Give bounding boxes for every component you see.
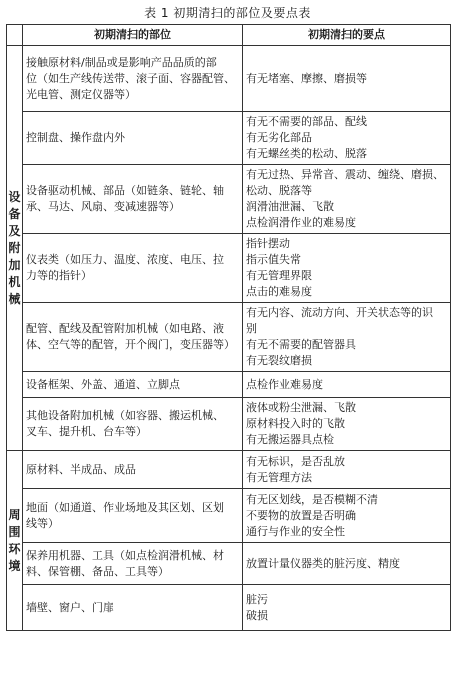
point-line: 有无内容、流动方向、开关状态等的识 [246,306,433,319]
point-line: 有无堵塞、摩擦、磨损等 [246,71,367,85]
category-cell [7,451,23,631]
table-row [7,451,451,489]
part-line: 原材料、半成品、成品 [26,462,136,476]
part-line: 设备驱动机械、部品（如链条、链轮、轴 [26,184,224,197]
point-line: 点检润滑作业的难易度 [246,216,356,229]
point-line: 点检作业难易度 [246,377,323,391]
point-line: 不要物的放置是否明确 [246,508,356,522]
part-cell [23,112,243,165]
category-label: 周围环境 [8,507,21,573]
part-line: 配管、配线及配管附加机械（如电路、液 [26,322,224,335]
header-blank [7,25,23,46]
point-line: 有无过热、异常音、震动、缠绕、磨损、 [246,168,444,181]
part-cell [23,543,243,585]
point-line: 放置计量仪器类的脏污度、精度 [246,556,400,570]
part-line: 保养用机器、工具（如点检润滑机械、材 [26,548,224,562]
table-row [7,543,451,585]
table-row [7,46,451,112]
part-line: 控制盘、操作盘内外 [26,131,125,144]
table-row [7,489,451,543]
header-row [7,25,451,46]
point-line: 有无裂纹磨损 [246,354,312,367]
table-row [7,112,451,165]
part-line: 地面（如通道、作业场地及其区划、区划 [26,500,224,514]
point-cell [243,585,451,631]
table-row [7,303,451,372]
part-line: 墙壁、窗户、门扉 [26,600,114,614]
point-line: 有无劣化部品 [246,131,312,144]
point-line: 有无不需要的配管器具 [246,338,356,351]
part-line: 其他设备附加机械（如容器、搬运机械、 [26,409,224,422]
point-line: 润滑油泄漏、飞散 [246,200,334,213]
part-line: 位（如生产线传送带、滚子面、容器配管、 [26,71,235,85]
point-line: 通行与作业的安全性 [246,524,345,538]
point-cell [243,372,451,398]
point-cell [243,112,451,165]
part-line: 料、保管棚、备品、工具等） [26,564,169,578]
header-point: 初期清扫的要点 [243,25,451,46]
header-part: 初期清扫的部位 [23,25,243,46]
table-row [7,372,451,398]
part-line: 力等的指针） [26,269,92,282]
point-cell [243,398,451,451]
point-cell [243,234,451,303]
part-line: 体、空气等的配管，开个阀门，变压器等） [26,338,235,351]
category-label: 设备及附加机械 [8,189,21,306]
category-cell [7,46,23,451]
point-line: 破损 [246,608,268,622]
point-line: 点击的难易度 [246,285,312,298]
part-cell [23,165,243,234]
part-line: 线等） [26,516,59,530]
point-line: 指示值失常 [246,253,301,266]
part-cell [23,372,243,398]
point-line: 有无螺丝类的松动、脱落 [246,147,367,160]
point-line: 液体或粉尘泄漏、飞散 [246,401,356,414]
point-cell [243,543,451,585]
part-line: 仪表类（如压力、温度、浓度、电压、拉 [26,253,224,266]
part-line: 设备框架、外盖、通道、立脚点 [26,377,180,391]
part-cell [23,398,243,451]
point-line: 有无管理方法 [246,470,312,484]
cleaning-table [6,24,451,631]
part-cell [23,46,243,112]
point-line: 有无标识，是否乱放 [246,454,345,468]
point-line: 有无区划线，是否模糊不清 [246,492,378,506]
point-cell [243,46,451,112]
part-cell [23,451,243,489]
point-line: 有无搬运器具点检 [246,433,334,446]
part-cell [23,489,243,543]
part-cell [23,234,243,303]
table-row [7,398,451,451]
part-line: 承、马达、风扇、变减速器等） [26,200,180,213]
part-line: 光电管、测定仪器等） [26,87,136,101]
point-cell [243,489,451,543]
table-row [7,234,451,303]
table-row [7,585,451,631]
part-cell [23,585,243,631]
point-line: 有无不需要的部品、配线 [246,115,367,128]
point-line: 别 [246,322,257,335]
point-cell [243,165,451,234]
point-cell [243,451,451,489]
point-cell [243,303,451,372]
point-line: 松动、脱落等 [246,184,312,197]
part-cell [23,303,243,372]
table-caption: 表 1 初期清扫的部位及要点表 [144,6,311,20]
part-line: 叉车、提升机、台车等） [26,425,147,438]
point-line: 有无管理界限 [246,269,312,282]
point-line: 指针摆动 [246,237,290,250]
point-line: 脏污 [246,592,268,606]
part-line: 接触原材料/制品或是影响产品品质的部 [26,55,217,69]
table-row [7,165,451,234]
point-line: 原材料投入时的飞散 [246,417,345,430]
